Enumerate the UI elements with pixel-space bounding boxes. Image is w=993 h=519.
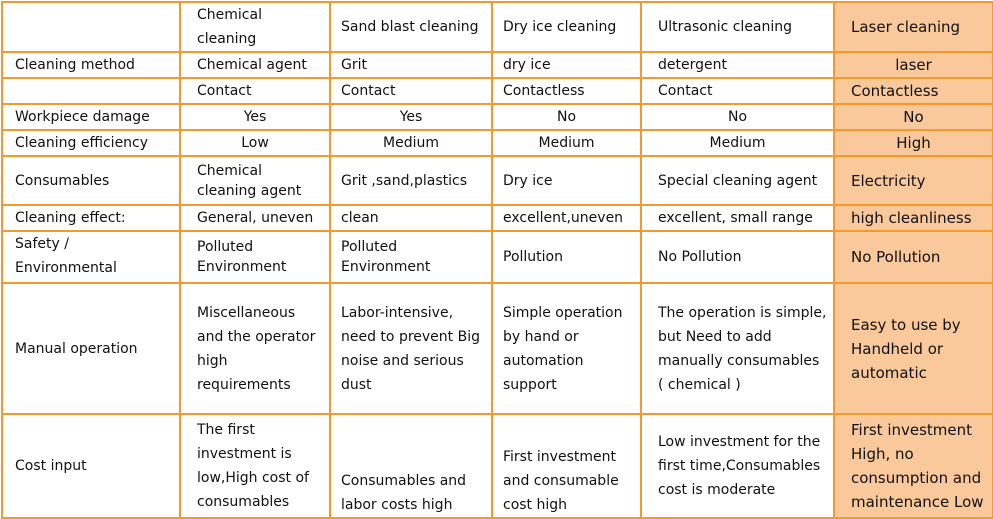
header-cell-empty: [2, 2, 180, 52]
header-cell-laser: Laser cleaning: [834, 2, 993, 52]
table-cell: Grit ,sand,plastics: [330, 156, 492, 205]
header-cell-chemical: Chemical cleaning: [180, 2, 330, 52]
row-label: Safety / Environmental: [2, 231, 180, 283]
row-label: Manual operation: [2, 283, 180, 414]
table-cell: Miscellaneous and the operator high requirements: [180, 283, 330, 414]
table-cell: Low: [180, 130, 330, 156]
table-cell: The operation is simple, but Need to add manually consumables ( chemical ): [641, 283, 834, 414]
laser-cell: Contactless: [834, 78, 993, 104]
row-label: Workpiece damage: [2, 104, 180, 130]
laser-cell: laser: [834, 52, 993, 78]
table-cell: Contactless: [492, 78, 641, 104]
table-cell: Special cleaning agent: [641, 156, 834, 205]
table-row: [2, 52, 993, 78]
table-row: [2, 414, 993, 518]
row-label: Consumables: [2, 156, 180, 205]
table-cell: detergent: [641, 52, 834, 78]
header-cell-sandblast: Sand blast cleaning: [330, 2, 492, 52]
row-label: [2, 78, 180, 104]
laser-cell: High: [834, 130, 993, 156]
table-cell: Yes: [330, 104, 492, 130]
table-cell: The first investment is low,High cost of consumables: [180, 414, 330, 518]
table-cell: First investment and consumable cost high: [492, 414, 641, 518]
table-cell: General, uneven: [180, 205, 330, 231]
table-cell: Medium: [492, 130, 641, 156]
table-row: [2, 205, 993, 231]
table-row: [2, 283, 993, 414]
table-cell: Simple operation by hand or automation support: [492, 283, 641, 414]
table-cell: Polluted Environment: [180, 231, 330, 283]
table-row: [2, 104, 993, 130]
cleaning-comparison-table: [1, 1, 993, 519]
table-cell: Chemical agent: [180, 52, 330, 78]
table-cell: excellent, small range: [641, 205, 834, 231]
table-cell: Grit: [330, 52, 492, 78]
table-cell: Contact: [330, 78, 492, 104]
table-cell: Chemical cleaning agent: [180, 156, 330, 205]
table-cell: Yes: [180, 104, 330, 130]
table-cell: No: [641, 104, 834, 130]
table-cell: Polluted Environment: [330, 231, 492, 283]
laser-cell: Electricity: [834, 156, 993, 205]
row-label: Cleaning efficiency: [2, 130, 180, 156]
table-cell: Pollution: [492, 231, 641, 283]
table-cell: No: [492, 104, 641, 130]
table-cell: Low investment for the first time,Consumables cost is moderate: [641, 414, 834, 518]
table-cell: dry ice: [492, 52, 641, 78]
table-cell: clean: [330, 205, 492, 231]
row-label: Cleaning effect:: [2, 205, 180, 231]
laser-cell: No: [834, 104, 993, 130]
table-cell: Dry ice: [492, 156, 641, 205]
header-cell-dryice: Dry ice cleaning: [492, 2, 641, 52]
laser-cell: Easy to use by Handheld or automatic: [834, 283, 993, 414]
table-row: [2, 231, 993, 283]
table-cell: Medium: [330, 130, 492, 156]
table-row: [2, 156, 993, 205]
table-row: [2, 78, 993, 104]
table-cell: Consumables and labor costs high: [330, 414, 492, 518]
header-cell-ultrasonic: Ultrasonic cleaning: [641, 2, 834, 52]
laser-cell: First investment High, no consumption and maintenance Low: [834, 414, 993, 518]
table-cell: excellent,uneven: [492, 205, 641, 231]
laser-cell: No Pollution: [834, 231, 993, 283]
table-cell: Contact: [641, 78, 834, 104]
table-row: [2, 130, 993, 156]
laser-cell: high cleanliness: [834, 205, 993, 231]
table-cell: No Pollution: [641, 231, 834, 283]
row-label: Cost input: [2, 414, 180, 518]
table-cell: Medium: [641, 130, 834, 156]
row-label: Cleaning method: [2, 52, 180, 78]
header-row: [2, 2, 993, 52]
table-cell: Labor-intensive, need to prevent Big noise and serious dust: [330, 283, 492, 414]
table-cell: Contact: [180, 78, 330, 104]
